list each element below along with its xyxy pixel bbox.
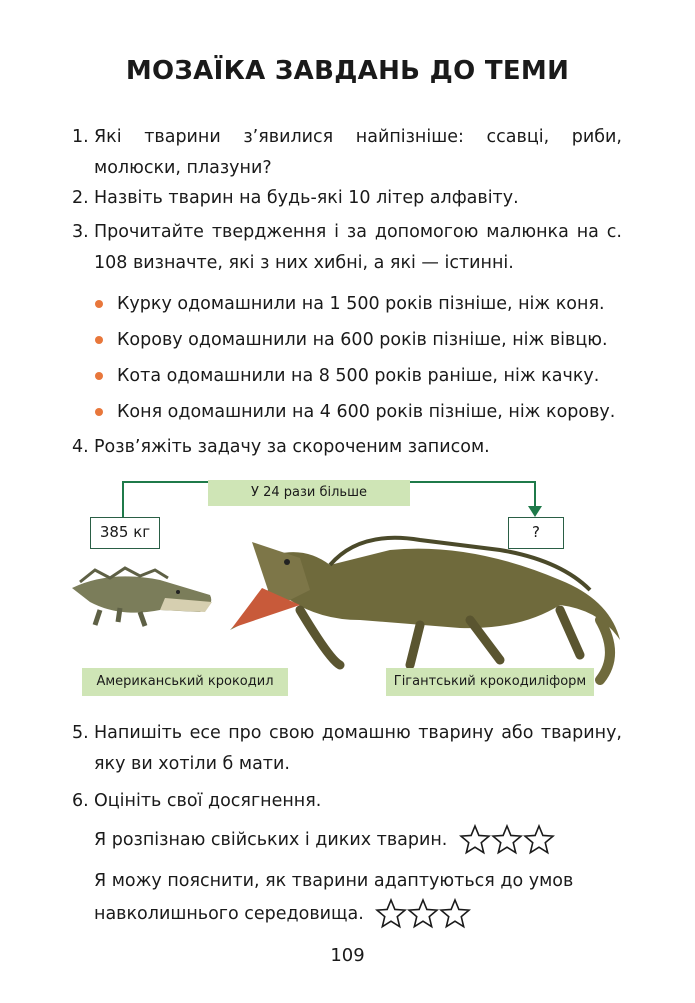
question-number: 1. [72, 127, 89, 147]
question-text: Які тварини з’явилися найпізніше: ссавці, риби, молюски, плазуни? [94, 127, 622, 178]
bullet-dot-icon [95, 300, 103, 308]
question-4 [72, 432, 622, 463]
arrow-down-icon [528, 506, 542, 517]
question-5 [72, 718, 622, 780]
self-assessment-line-2b: навколишнього середовища. [94, 898, 471, 930]
question-text: Оцініть свої досягнення. [94, 791, 322, 811]
american-crocodile-label: Американський крокодил [82, 668, 288, 696]
question-number: 3. [72, 222, 89, 242]
question-number: 2. [72, 188, 89, 208]
star-rating[interactable] [459, 824, 555, 856]
page-number: 109 [330, 945, 365, 966]
question-text: Розв’яжіть задачу за скороченим записом. [94, 437, 490, 457]
list-item: Курку одомашнили на 1 500 років пізніше, ніж коня. [95, 292, 605, 316]
list-item: Коня одомашнили на 4 600 років пізніше, ніж корову. [95, 400, 615, 424]
question-text: Напишіть есе про свою домашню тварину або тварину, яку ви хотіли б мати. [94, 723, 622, 774]
known-mass-box: 385 кг [90, 517, 160, 549]
list-item: Корову одомашнили на 600 років пізніше, ніж вівцю. [95, 328, 608, 352]
question-text: Назвіть тварин на будь-які 10 літер алфавіту. [94, 188, 519, 208]
giant-crocodyliform-label: Гігантський крокодиліформ [386, 668, 594, 696]
giant-crocodyliform-image [230, 538, 620, 680]
question-3 [72, 217, 622, 279]
star-outline-icon[interactable] [439, 898, 471, 930]
bullet-dot-icon [95, 408, 103, 416]
crocodile-diagram [0, 470, 695, 710]
question-1 [72, 122, 622, 184]
bullet-dot-icon [95, 336, 103, 344]
question-number: 4. [72, 437, 89, 457]
question-text: Прочитайте твердження і за допомогою малюнка на с. 108 визначте, які з них хибні, а які — істинні. [94, 222, 622, 273]
star-outline-icon[interactable] [459, 824, 491, 856]
star-outline-icon[interactable] [523, 824, 555, 856]
bullet-dot-icon [95, 372, 103, 380]
ratio-label: У 24 рази більше [208, 480, 410, 506]
self-assessment-line-2a: Я можу пояснити, як тварини адаптуються до умов [94, 871, 574, 891]
star-outline-icon[interactable] [407, 898, 439, 930]
star-rating[interactable] [375, 898, 471, 930]
question-number: 6. [72, 791, 89, 811]
question-number: 5. [72, 723, 89, 743]
question-2 [72, 183, 622, 214]
self-assessment-line-1: Я розпізнаю свійських і диких тварин. [94, 824, 555, 856]
american-crocodile-image [72, 568, 212, 626]
star-outline-icon[interactable] [491, 824, 523, 856]
unknown-mass-box: ? [508, 517, 564, 549]
list-item: Кота одомашнили на 8 500 років раніше, ніж качку. [95, 364, 599, 388]
question-6 [72, 786, 622, 817]
star-outline-icon[interactable] [375, 898, 407, 930]
page-title: МОЗАЇКА ЗАВДАНЬ ДО ТЕМИ [125, 56, 570, 86]
